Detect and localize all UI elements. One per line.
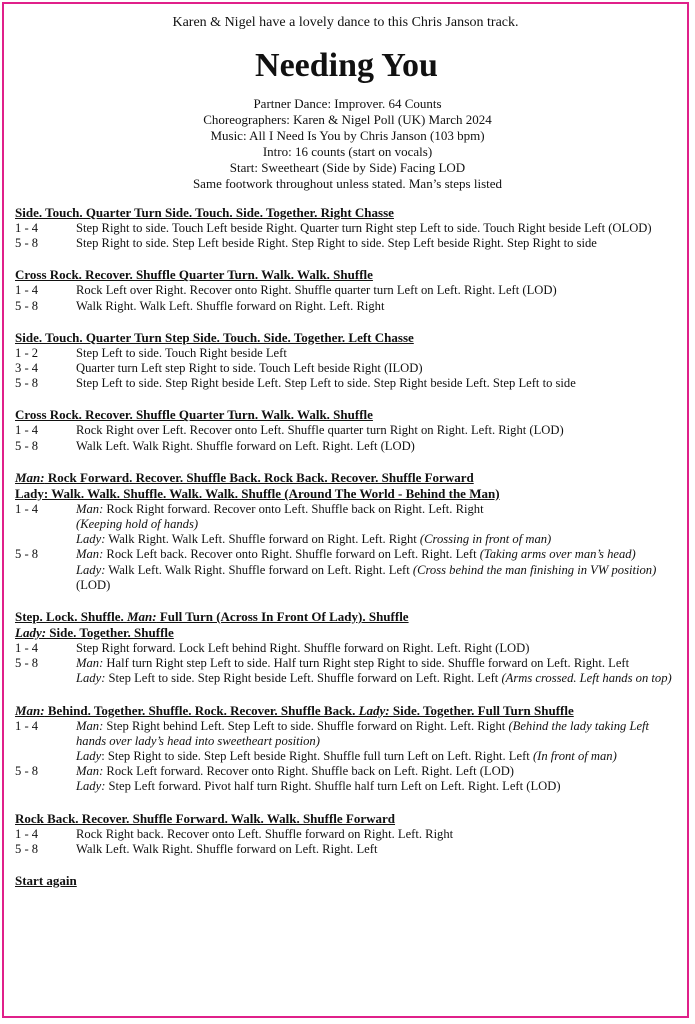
step-count: 5 - 8 <box>15 236 39 251</box>
section-heading <box>15 625 680 641</box>
step-count: 1 - 4 <box>15 641 39 656</box>
step-count: 5 - 8 <box>15 841 39 856</box>
step-row <box>15 547 680 593</box>
step-description: Step Left to side. Step Right beside Left. Step Left to side. Step Right beside Left. Step Left to side <box>76 376 576 391</box>
step-description: Rock Left over Right. Recover onto Right. Shuffle quarter turn Left on Left. Right. Left (LOD) <box>76 283 557 298</box>
section-heading: Lady: Walk. Walk. Shuffle. Walk. Walk. Shuffle (Around The World - Behind the Man) <box>15 485 500 501</box>
man-label: Man: <box>76 501 104 516</box>
lady-step-text: Walk Left. Walk Right. Shuffle forward on Left. Right. Left <box>105 562 413 577</box>
step-description: Step Left to side. Touch Right beside Left <box>76 345 287 360</box>
dance-title: Needing You <box>255 47 438 84</box>
step-description <box>76 719 680 765</box>
step-description <box>76 656 680 686</box>
lady-label: Lady: <box>358 702 390 718</box>
step-description: Quarter turn Left step Right to side. Touch Left beside Right (ILOD) <box>76 361 423 376</box>
intro-text: Karen & Nigel have a lovely dance to this Chris Janson track. <box>172 15 519 30</box>
section-6 <box>15 609 680 687</box>
step-count: 1 - 4 <box>15 221 39 235</box>
step-row <box>15 346 680 361</box>
step-description: Walk Left. Walk Right. Shuffle forward on Left. Right. Left (LOD) <box>76 438 415 453</box>
man-step-text: Half turn Right step Left to side. Half turn Right step Right to side. Shuffle forward on Left. Right. Left <box>103 656 630 671</box>
step-note: (Crossing in front of man) <box>419 532 552 547</box>
lady-step-end: (LOD) <box>76 577 111 592</box>
step-count: 5 - 8 <box>15 376 39 391</box>
step-row <box>15 827 680 842</box>
section-3 <box>15 330 680 392</box>
section-heading: Side. Touch. Quarter Turn Step Side. Touch. Side. Together. Left Chasse <box>15 329 414 345</box>
step-row <box>15 236 680 251</box>
lady-label: Lady: <box>76 562 106 577</box>
step-count: 1 - 2 <box>15 345 39 360</box>
step-count: 5 - 8 <box>15 764 39 779</box>
heading-text: Rock Forward. Recover. Shuffle Back. Rock Back. Recover. Shuffle Forward <box>44 469 474 485</box>
section-7 <box>15 703 680 795</box>
lady-step-text: : Step Right to side. Step Left beside Right. Shuffle full turn Left on Left. Right. Left <box>101 749 533 764</box>
section-2 <box>15 267 680 313</box>
step-row <box>15 299 680 314</box>
man-label: Man: <box>15 702 45 718</box>
lady-label: Lady <box>76 749 102 764</box>
info-line: Music: All I Need Is You by Chris Janson (103 bpm) <box>210 128 485 143</box>
section-heading <box>15 470 680 486</box>
lady-label: Lady: <box>76 532 106 547</box>
info-line: Choreographers: Karen & Nigel Poll (UK) March 2024 <box>203 112 492 127</box>
step-row <box>15 376 680 391</box>
step-row <box>15 842 680 857</box>
step-count: 5 - 8 <box>15 298 39 313</box>
step-row <box>15 439 680 454</box>
man-label: Man: <box>76 718 104 733</box>
step-note: (Taking arms over man’s head) <box>479 547 636 562</box>
step-row <box>15 283 680 298</box>
step-description: Step Right to side. Touch Left beside Right. Quarter turn Right step Left to side. Touch Right beside Left (OLOD) <box>76 221 652 235</box>
heading-text: Side. Together. Full Turn Shuffle <box>389 702 574 718</box>
man-step-text: Step Right behind Left. Step Left to side. Shuffle forward on Right. Left. Right <box>103 718 509 733</box>
step-row <box>15 764 680 794</box>
step-description: Step Right to side. Step Left beside Right. Step Right to side. Step Left beside Right. Step Right to side <box>76 236 597 251</box>
section-heading: Cross Rock. Recover. Shuffle Quarter Turn. Walk. Walk. Shuffle <box>15 267 373 283</box>
section-heading <box>15 609 680 625</box>
step-description: Rock Right back. Recover onto Left. Shuffle forward on Right. Left. Right <box>76 826 454 841</box>
dance-info <box>15 96 680 192</box>
heading-text: Step. Lock. Shuffle. <box>15 609 127 625</box>
step-note: (Keeping hold of hands) <box>76 517 199 532</box>
section-4 <box>15 407 680 453</box>
section-8 <box>15 811 680 857</box>
step-count: 1 - 4 <box>15 283 39 298</box>
step-row <box>15 502 680 548</box>
info-line: Same footwork throughout unless stated. Man’s steps listed <box>192 176 503 191</box>
section-1 <box>15 205 680 251</box>
info-line: Intro: 16 counts (start on vocals) <box>262 144 433 159</box>
step-note: (In front of man) <box>532 749 617 764</box>
section-heading <box>15 703 680 719</box>
section-5 <box>15 470 680 593</box>
lady-label: Lady: <box>76 779 106 794</box>
man-label: Man: <box>76 764 104 779</box>
step-description: Rock Right over Left. Recover onto Left. Shuffle quarter turn Right on Right. Left. Right (LOD) <box>76 423 564 438</box>
step-count: 5 - 8 <box>15 547 39 562</box>
step-row <box>15 641 680 656</box>
heading-text: Full Turn (Across In Front Of Lady). Shuffle <box>156 609 409 625</box>
step-note: (Cross behind the man finishing in VW position) <box>412 562 657 577</box>
section-heading: Rock Back. Recover. Shuffle Forward. Walk. Walk. Shuffle Forward <box>15 810 396 826</box>
step-description <box>76 502 680 548</box>
step-count: 5 - 8 <box>15 656 39 671</box>
heading-text: Behind. Together. Shuffle. Rock. Recover. Shuffle Back. <box>44 702 359 718</box>
section-heading: Side. Touch. Quarter Turn Side. Touch. Side. Together. Right Chasse <box>15 205 394 220</box>
lady-step-text: Walk Right. Walk Left. Shuffle forward on Right. Left. Right <box>105 532 420 547</box>
step-row <box>15 719 680 765</box>
man-step-text: Rock Right forward. Recover onto Left. Shuffle back on Right. Left. Right <box>103 501 484 516</box>
lady-step-text: Step Left to side. Step Right beside Left. Shuffle forward on Left. Right. Left <box>105 671 502 686</box>
man-step-text: Rock Left forward. Recover onto Right. Shuffle back on Left. Right. Left (LOD) <box>103 764 514 779</box>
man-label: Man: <box>126 609 157 625</box>
step-note: (Behind the lady taking Left hands over lady’s head into sweetheart position) <box>76 718 650 748</box>
step-sheet <box>15 14 680 888</box>
man-label: Man: <box>15 469 45 485</box>
info-line: Start: Sweetheart (Side by Side) Facing LOD <box>229 160 466 175</box>
step-description: Walk Right. Walk Left. Shuffle forward on Right. Left. Right <box>76 298 385 313</box>
info-line: Partner Dance: Improver. 64 Counts <box>253 96 442 111</box>
step-count: 1 - 4 <box>15 423 39 438</box>
lady-label: Lady: <box>76 671 106 686</box>
step-description: Walk Left. Walk Right. Shuffle forward on Left. Right. Left <box>76 841 378 856</box>
step-row <box>15 221 680 236</box>
man-step-text: Rock Left back. Recover onto Right. Shuffle forward on Left. Right. Left <box>103 547 480 562</box>
man-label: Man: <box>76 656 104 671</box>
step-count: 1 - 4 <box>15 718 39 733</box>
step-count: 3 - 4 <box>15 361 39 376</box>
step-row <box>15 423 680 438</box>
heading-text: Side. Together. Shuffle <box>46 625 174 641</box>
step-count: 5 - 8 <box>15 438 39 453</box>
man-label: Man: <box>76 547 104 562</box>
step-count: 1 - 4 <box>15 501 39 516</box>
step-row <box>15 656 680 686</box>
lady-label: Lady: <box>15 625 47 641</box>
lady-step-text: Step Left forward. Pivot half turn Right. Shuffle half turn Left on Left. Right. Left (LOD) <box>105 779 561 794</box>
step-description <box>76 764 680 794</box>
step-row <box>15 361 680 376</box>
step-description <box>76 547 680 593</box>
step-count: 1 - 4 <box>15 826 39 841</box>
section-heading: Cross Rock. Recover. Shuffle Quarter Turn. Walk. Walk. Shuffle <box>15 407 373 423</box>
start-again: Start again <box>15 873 77 889</box>
step-description: Step Right forward. Lock Left behind Right. Shuffle forward on Right. Left. Right (LOD) <box>76 641 530 656</box>
step-note: (Arms crossed. Left hands on top) <box>501 671 672 686</box>
